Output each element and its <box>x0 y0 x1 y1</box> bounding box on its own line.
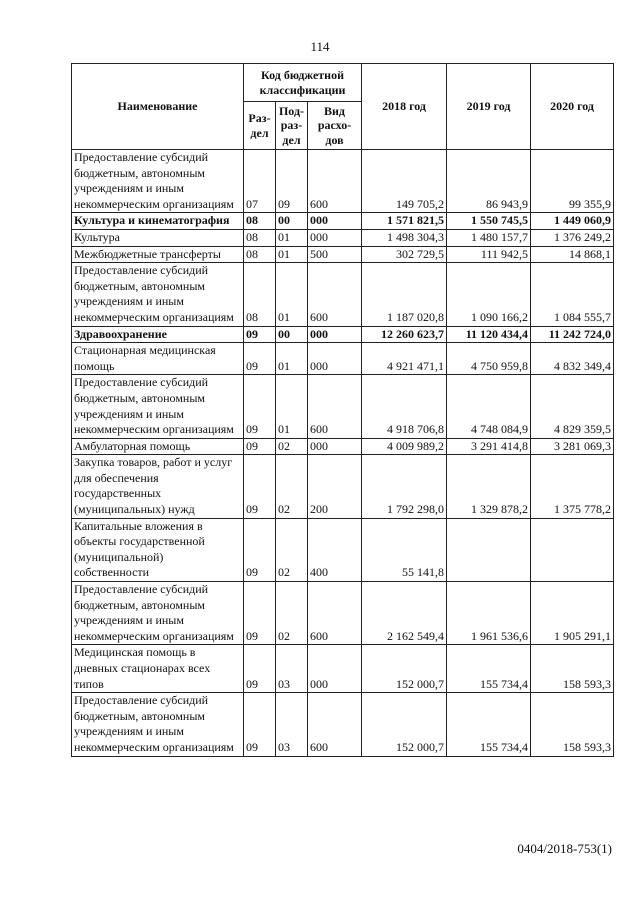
row-vid: 000 <box>308 326 362 343</box>
row-vid: 000 <box>308 213 362 230</box>
row-vid: 200 <box>308 455 362 518</box>
table-row <box>72 150 614 213</box>
header-vid: Вид расхо- дов <box>308 102 362 150</box>
row-razdel: 09 <box>244 326 276 343</box>
table-row <box>72 582 614 645</box>
header-razdel: Раз- дел <box>244 102 276 150</box>
row-2018: 4 918 706,8 <box>362 375 447 438</box>
header-2020: 2020 год <box>531 64 614 150</box>
row-2019: 4 748 084,9 <box>447 375 531 438</box>
row-name: Предоставление субсидий бюджетным, автономным учреждениям и иным некоммерческим организациям <box>72 150 244 213</box>
row-name: Предоставление субсидий бюджетным, автономным учреждениям и иным некоммерческим организациям <box>72 582 244 645</box>
document-code: 0404/2018-753(1) <box>517 841 612 856</box>
row-2019: 1 329 878,2 <box>447 455 531 518</box>
table-row <box>72 455 614 518</box>
row-2020: 14 868,1 <box>531 246 614 263</box>
row-vid: 600 <box>308 693 362 756</box>
table-row <box>72 263 614 326</box>
row-2018: 55 141,8 <box>362 518 447 581</box>
row-razdel: 08 <box>244 246 276 263</box>
row-2019: 1 090 166,2 <box>447 263 531 326</box>
table-row <box>72 518 614 581</box>
row-2018: 12 260 623,7 <box>362 326 447 343</box>
row-podrazdel: 01 <box>276 263 308 326</box>
row-2018: 1 792 298,0 <box>362 455 447 518</box>
row-name: Культура и кинематография <box>72 213 244 230</box>
row-vid: 000 <box>308 229 362 246</box>
row-2019: 155 734,4 <box>447 645 531 693</box>
row-vid: 600 <box>308 582 362 645</box>
row-razdel: 09 <box>244 438 276 455</box>
row-2018: 152 000,7 <box>362 693 447 756</box>
page-number: 114 <box>310 39 330 54</box>
row-razdel: 08 <box>244 263 276 326</box>
row-2020: 1 376 249,2 <box>531 229 614 246</box>
row-razdel: 09 <box>244 518 276 581</box>
row-name: Медицинская помощь в дневных стационарах всех типов <box>72 645 244 693</box>
row-2020: 3 281 069,3 <box>531 438 614 455</box>
row-2020: 4 829 359,5 <box>531 375 614 438</box>
row-podrazdel: 02 <box>276 438 308 455</box>
row-podrazdel: 01 <box>276 375 308 438</box>
table-row <box>72 375 614 438</box>
row-razdel: 08 <box>244 213 276 230</box>
row-name: Здравоохранение <box>72 326 244 343</box>
row-2019: 1 961 536,6 <box>447 582 531 645</box>
row-2018: 2 162 549,4 <box>362 582 447 645</box>
row-2019: 86 943,9 <box>447 150 531 213</box>
row-2018: 302 729,5 <box>362 246 447 263</box>
row-podrazdel: 03 <box>276 693 308 756</box>
row-razdel: 08 <box>244 229 276 246</box>
row-name: Культура <box>72 229 244 246</box>
row-2020: 11 242 724,0 <box>531 326 614 343</box>
row-2020: 158 593,3 <box>531 693 614 756</box>
row-2019: 1 480 157,7 <box>447 229 531 246</box>
header-2018: 2018 год <box>362 64 447 150</box>
header-code-group: Код бюджетной классификации <box>244 64 362 102</box>
row-vid: 500 <box>308 246 362 263</box>
table-row <box>72 438 614 455</box>
row-2018: 1 571 821,5 <box>362 213 447 230</box>
row-podrazdel: 00 <box>276 213 308 230</box>
header-podrazdel: Под- раз- дел <box>276 102 308 150</box>
row-2020: 99 355,9 <box>531 150 614 213</box>
row-podrazdel: 03 <box>276 645 308 693</box>
table-row-section <box>72 213 614 230</box>
row-name: Межбюджетные трансферты <box>72 246 244 263</box>
row-2019: 11 120 434,4 <box>447 326 531 343</box>
row-name: Предоставление субсидий бюджетным, автономным учреждениям и иным некоммерческим организациям <box>72 693 244 756</box>
row-2018: 1 187 020,8 <box>362 263 447 326</box>
row-razdel: 07 <box>244 150 276 213</box>
row-vid: 600 <box>308 150 362 213</box>
row-2020 <box>531 518 614 581</box>
header-name: Наименование <box>72 64 244 150</box>
row-name: Амбулаторная помощь <box>72 438 244 455</box>
table-row-section <box>72 326 614 343</box>
row-2019 <box>447 518 531 581</box>
row-razdel: 09 <box>244 375 276 438</box>
row-vid: 000 <box>308 438 362 455</box>
row-2018: 152 000,7 <box>362 645 447 693</box>
table-row <box>72 645 614 693</box>
row-razdel: 09 <box>244 693 276 756</box>
row-2020: 1 905 291,1 <box>531 582 614 645</box>
row-2020: 1 375 778,2 <box>531 455 614 518</box>
row-podrazdel: 00 <box>276 326 308 343</box>
row-vid: 400 <box>308 518 362 581</box>
row-razdel: 09 <box>244 645 276 693</box>
row-2018: 1 498 304,3 <box>362 229 447 246</box>
table-row <box>72 229 614 246</box>
row-2020: 1 449 060,9 <box>531 213 614 230</box>
row-podrazdel: 09 <box>276 150 308 213</box>
row-razdel: 09 <box>244 455 276 518</box>
row-2019: 111 942,5 <box>447 246 531 263</box>
row-name: Стационарная медицинская помощь <box>72 343 244 375</box>
row-name: Предоставление субсидий бюджетным, автономным учреждениям и иным некоммерческим организациям <box>72 375 244 438</box>
budget-table <box>71 63 614 757</box>
row-podrazdel: 01 <box>276 229 308 246</box>
row-name: Предоставление субсидий бюджетным, автономным учреждениям и иным некоммерческим организациям <box>72 263 244 326</box>
row-podrazdel: 02 <box>276 518 308 581</box>
row-2018: 4 921 471,1 <box>362 343 447 375</box>
row-2019: 3 291 414,8 <box>447 438 531 455</box>
row-2020: 1 084 555,7 <box>531 263 614 326</box>
row-razdel: 09 <box>244 343 276 375</box>
row-podrazdel: 01 <box>276 343 308 375</box>
row-2018: 4 009 989,2 <box>362 438 447 455</box>
table-row <box>72 693 614 756</box>
row-2019: 1 550 745,5 <box>447 213 531 230</box>
header-2019: 2019 год <box>447 64 531 150</box>
row-vid: 000 <box>308 645 362 693</box>
row-podrazdel: 02 <box>276 455 308 518</box>
row-name: Закупка товаров, работ и услуг для обеспечения государственных (муниципальных) нужд <box>72 455 244 518</box>
row-vid: 600 <box>308 263 362 326</box>
row-2020: 4 832 349,4 <box>531 343 614 375</box>
table-row <box>72 343 614 375</box>
table-row <box>72 246 614 263</box>
row-name: Капитальные вложения в объекты государственной (муниципальной) собственности <box>72 518 244 581</box>
row-vid: 000 <box>308 343 362 375</box>
row-2020: 158 593,3 <box>531 645 614 693</box>
row-2019: 155 734,4 <box>447 693 531 756</box>
row-2019: 4 750 959,8 <box>447 343 531 375</box>
row-vid: 600 <box>308 375 362 438</box>
row-2018: 149 705,2 <box>362 150 447 213</box>
row-podrazdel: 02 <box>276 582 308 645</box>
row-razdel: 09 <box>244 582 276 645</box>
row-podrazdel: 01 <box>276 246 308 263</box>
